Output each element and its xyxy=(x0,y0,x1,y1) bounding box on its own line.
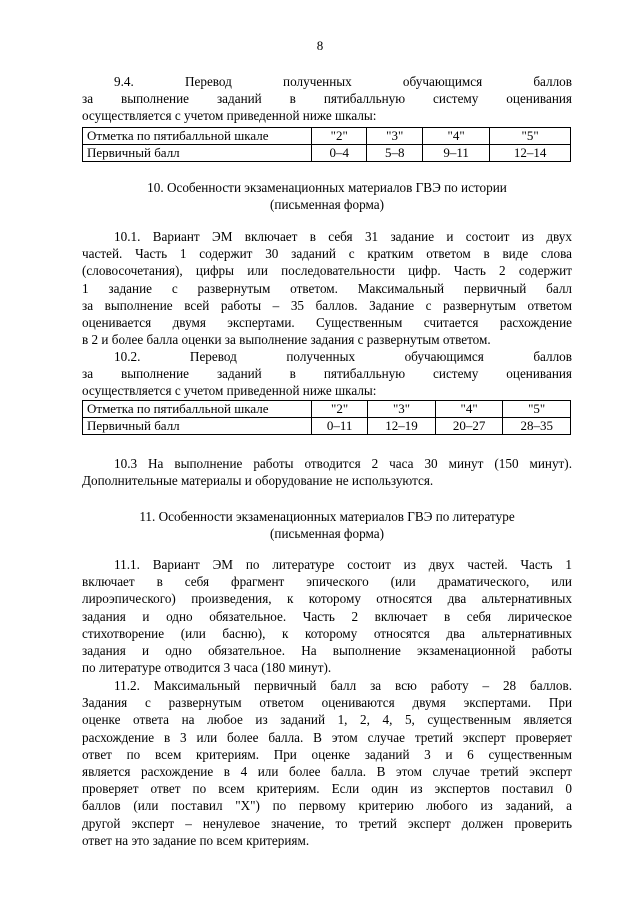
paragraph-10-2 xyxy=(82,348,572,400)
paragraph-10-3 xyxy=(82,455,572,489)
table-cell: 9–11 xyxy=(422,145,489,162)
text-line: за выполнение заданий в пятибалльную систему оценивания xyxy=(82,366,572,382)
paragraph-10-1 xyxy=(82,228,572,348)
text-line: лироэпического) произведения, к которому относятся два альтернативных xyxy=(82,591,572,607)
grade-scale-table-9-4 xyxy=(82,127,571,162)
section-11-heading xyxy=(82,508,572,542)
text-line: проверяет ответ по всем критериям. Если один из экспертов поставил 0 xyxy=(82,781,572,797)
text-line: по литературе отводится 3 часа (180 минут). xyxy=(82,660,332,676)
table-cell: 20–27 xyxy=(435,418,503,435)
table-row xyxy=(83,128,571,145)
page-number: 8 xyxy=(316,38,324,53)
table-cell: 0–4 xyxy=(312,145,367,162)
table-cell: "2" xyxy=(312,401,368,418)
text-line: за выполнение всей работы – 35 баллов. Задание с развернутым ответом xyxy=(82,297,572,313)
text-line: в 2 и более балла оценки за выполнение задания с развернутым ответом. xyxy=(82,332,491,348)
text-line: задания и одно обязательное. На выполнение экзаменационной работы xyxy=(82,643,572,659)
table-cell: "3" xyxy=(367,128,422,145)
text-line: ответ по всем критериям. При оценке заданий 3 и 6 существенным xyxy=(82,746,572,762)
text-line: Задания с развернутым ответом оцениваются двумя экспертами. При xyxy=(82,695,572,711)
table-cell: 5–8 xyxy=(367,145,422,162)
paragraph-11-2 xyxy=(82,677,572,849)
table-cell: "2" xyxy=(312,128,367,145)
paragraph-11-1 xyxy=(82,556,572,676)
table-cell: Первичный балл xyxy=(83,418,312,435)
table-cell: Отметка по пятибалльной шкале xyxy=(83,401,312,418)
table-cell: "5" xyxy=(490,128,571,145)
table-cell: 12–19 xyxy=(368,418,436,435)
table-cell: 28–35 xyxy=(503,418,571,435)
text-line: 11.2. Максимальный первичный балл за всю работу – 28 баллов. xyxy=(114,678,572,693)
text-line: 1 задание с развернутым ответом. Максимальный первичный балл xyxy=(82,280,572,296)
text-line: 9.4. Перевод полученных обучающимся баллов xyxy=(114,74,572,89)
text-line: 11.1. Вариант ЭМ по литературе состоит из двух частей. Часть 1 xyxy=(114,557,572,572)
table-cell: 12–14 xyxy=(490,145,571,162)
text-line: стихотворение (или басню), к которому относятся два альтернативных xyxy=(82,625,572,641)
table-row xyxy=(83,145,571,162)
text-line: (словосочетания), цифры или последовательности цифр. Часть 2 содержит xyxy=(82,263,572,279)
text-line: оценке ответа на любое из заданий 1, 2, 4, 5, существенным является xyxy=(82,712,572,728)
heading-line: (письменная форма) xyxy=(270,526,384,542)
table-cell: 0–11 xyxy=(312,418,368,435)
text-line: за выполнение заданий в пятибалльную систему оценивания xyxy=(82,91,572,107)
table-cell: "5" xyxy=(503,401,571,418)
text-line: осуществляется с учетом приведенной ниже шкалы: xyxy=(82,383,377,399)
text-line: 10.3 На выполнение работы отводится 2 часа 30 минут (150 минут). xyxy=(114,456,572,471)
table-cell: "4" xyxy=(422,128,489,145)
text-line: включает в себя фрагмент эпического (или драматического, или xyxy=(82,574,572,590)
table-row xyxy=(83,401,571,418)
text-line: другой эксперт – ненулевое значение, то третий эксперт должен проверить xyxy=(82,815,572,831)
text-line: 10.2. Перевод полученных обучающимся баллов xyxy=(114,349,572,364)
table-cell: Отметка по пятибалльной шкале xyxy=(83,128,312,145)
text-line: расхождение в 3 или более балла. В этом случае третий эксперт проверяет xyxy=(82,729,572,745)
grade-scale-table-10-2 xyxy=(82,400,571,435)
text-line: ответ на это задание по всем критериям. xyxy=(82,832,310,848)
text-line: частей. Часть 1 содержит 30 заданий с кратким ответом в виде слова xyxy=(82,246,572,262)
text-line: Дополнительные материалы и оборудование не используются. xyxy=(82,473,434,489)
text-line: является расхождение в 4 или более балла. В этом случае третий эксперт xyxy=(82,764,572,780)
heading-line: (письменная форма) xyxy=(270,197,384,213)
table-cell: "3" xyxy=(368,401,436,418)
text-line: 10.1. Вариант ЭМ включает в себя 31 задание и состоит из двух xyxy=(114,229,572,244)
text-line: осуществляется с учетом приведенной ниже шкалы: xyxy=(82,108,377,124)
heading-line: 10. Особенности экзаменационных материалов ГВЭ по истории xyxy=(147,180,507,195)
heading-line: 11. Особенности экзаменационных материалов ГВЭ по литературе xyxy=(139,509,515,524)
table-cell: "4" xyxy=(435,401,503,418)
text-line: баллов (или поставил "Х") по первому критерию любого из заданий, а xyxy=(82,798,572,814)
section-10-heading xyxy=(82,179,572,213)
paragraph-9-4 xyxy=(82,73,572,125)
text-line: задания и одно обязательное. Часть 2 включает в себя лирическое xyxy=(82,608,572,624)
table-row xyxy=(83,418,571,435)
text-line: оценивается двумя экспертами. Существенным считается расхождение xyxy=(82,315,572,331)
table-cell: Первичный балл xyxy=(83,145,312,162)
